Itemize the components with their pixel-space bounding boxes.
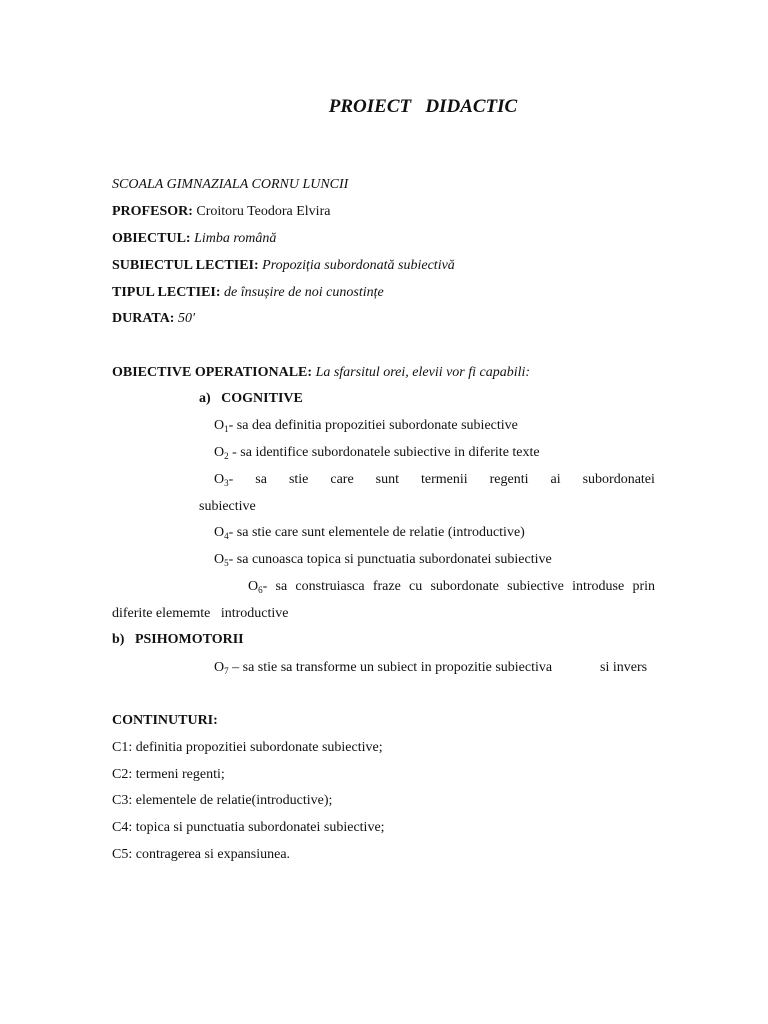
objectives-heading [112, 365, 530, 381]
content-item: C3: elementele de relatie(introductive); [112, 793, 333, 808]
field-obiectul [112, 231, 276, 247]
cognitive-heading: a) COGNITIVE [199, 391, 303, 406]
field-profesor [112, 204, 330, 220]
school-name: SCOALA GIMNAZIALA CORNU LUNCII [112, 177, 349, 192]
document-title: PROIECT DIDACTIC [328, 96, 518, 117]
objective-o6: $O_6-$ sa construiasca fraze cu subordonate subiective introduse prin [248, 579, 655, 595]
objective-o7-tail: si invers [600, 660, 648, 675]
field-durata [112, 311, 195, 327]
content-item: C4: topica si punctuatia subordonatei subiective; [112, 820, 385, 835]
field-tipul [112, 285, 384, 301]
field-label: OBIECTUL: [112, 231, 191, 246]
field-label: SUBIECTUL LECTIEI: [112, 258, 259, 273]
field-label: PROFESOR: [112, 204, 193, 219]
objectives-intro: La sfarsitul orei, elevii vor fi capabili: [315, 365, 531, 380]
content-item: C2: termeni regenti; [112, 767, 225, 782]
objective-o3: $O_3-$ sa stie care sunt termenii regenti ai subordonatei [214, 472, 655, 488]
objective-o3-continued: subiective [199, 499, 256, 514]
field-value: 50′ [177, 311, 196, 326]
field-value: Propoziția subordonată subiectivă [262, 258, 455, 273]
field-label: DURATA: [112, 311, 175, 326]
field-value: de însușire de noi cunostințe [224, 285, 384, 300]
field-value: Limba română [194, 231, 277, 246]
objective-o5: $O_5-$ sa cunoasca topica si punctuatia subordonatei subiective [214, 552, 552, 568]
objective-o2: $O_2$ - sa identifice subordonatele subiective in diferite texte [214, 445, 540, 461]
objective-o4: $O_4-$ sa stie care sunt elementele de relatie (introductive) [214, 525, 525, 541]
content-item: C5: contragerea si expansiunea. [112, 847, 291, 862]
field-value: Croitoru Teodora Elvira [196, 204, 331, 219]
objective-o6-continued: diferite elememte introductive [112, 606, 289, 621]
objective-o1: $O_1-$ sa dea definitia propozitiei subordonate subiective [214, 418, 518, 434]
objective-o7: $O_7$ – sa stie sa transforme un subiect in propozitie subiectiva [214, 660, 553, 676]
field-label: TIPUL LECTIEI: [112, 285, 221, 300]
objectives-label: OBIECTIVE OPERATIONALE: [112, 365, 313, 380]
contents-heading: CONTINUTURI: [112, 713, 218, 728]
content-item: C1: definitia propozitiei subordonate subiective; [112, 740, 383, 755]
psychomotor-heading: b) PSIHOMOTORII [112, 632, 244, 647]
field-subiectul [112, 258, 455, 274]
